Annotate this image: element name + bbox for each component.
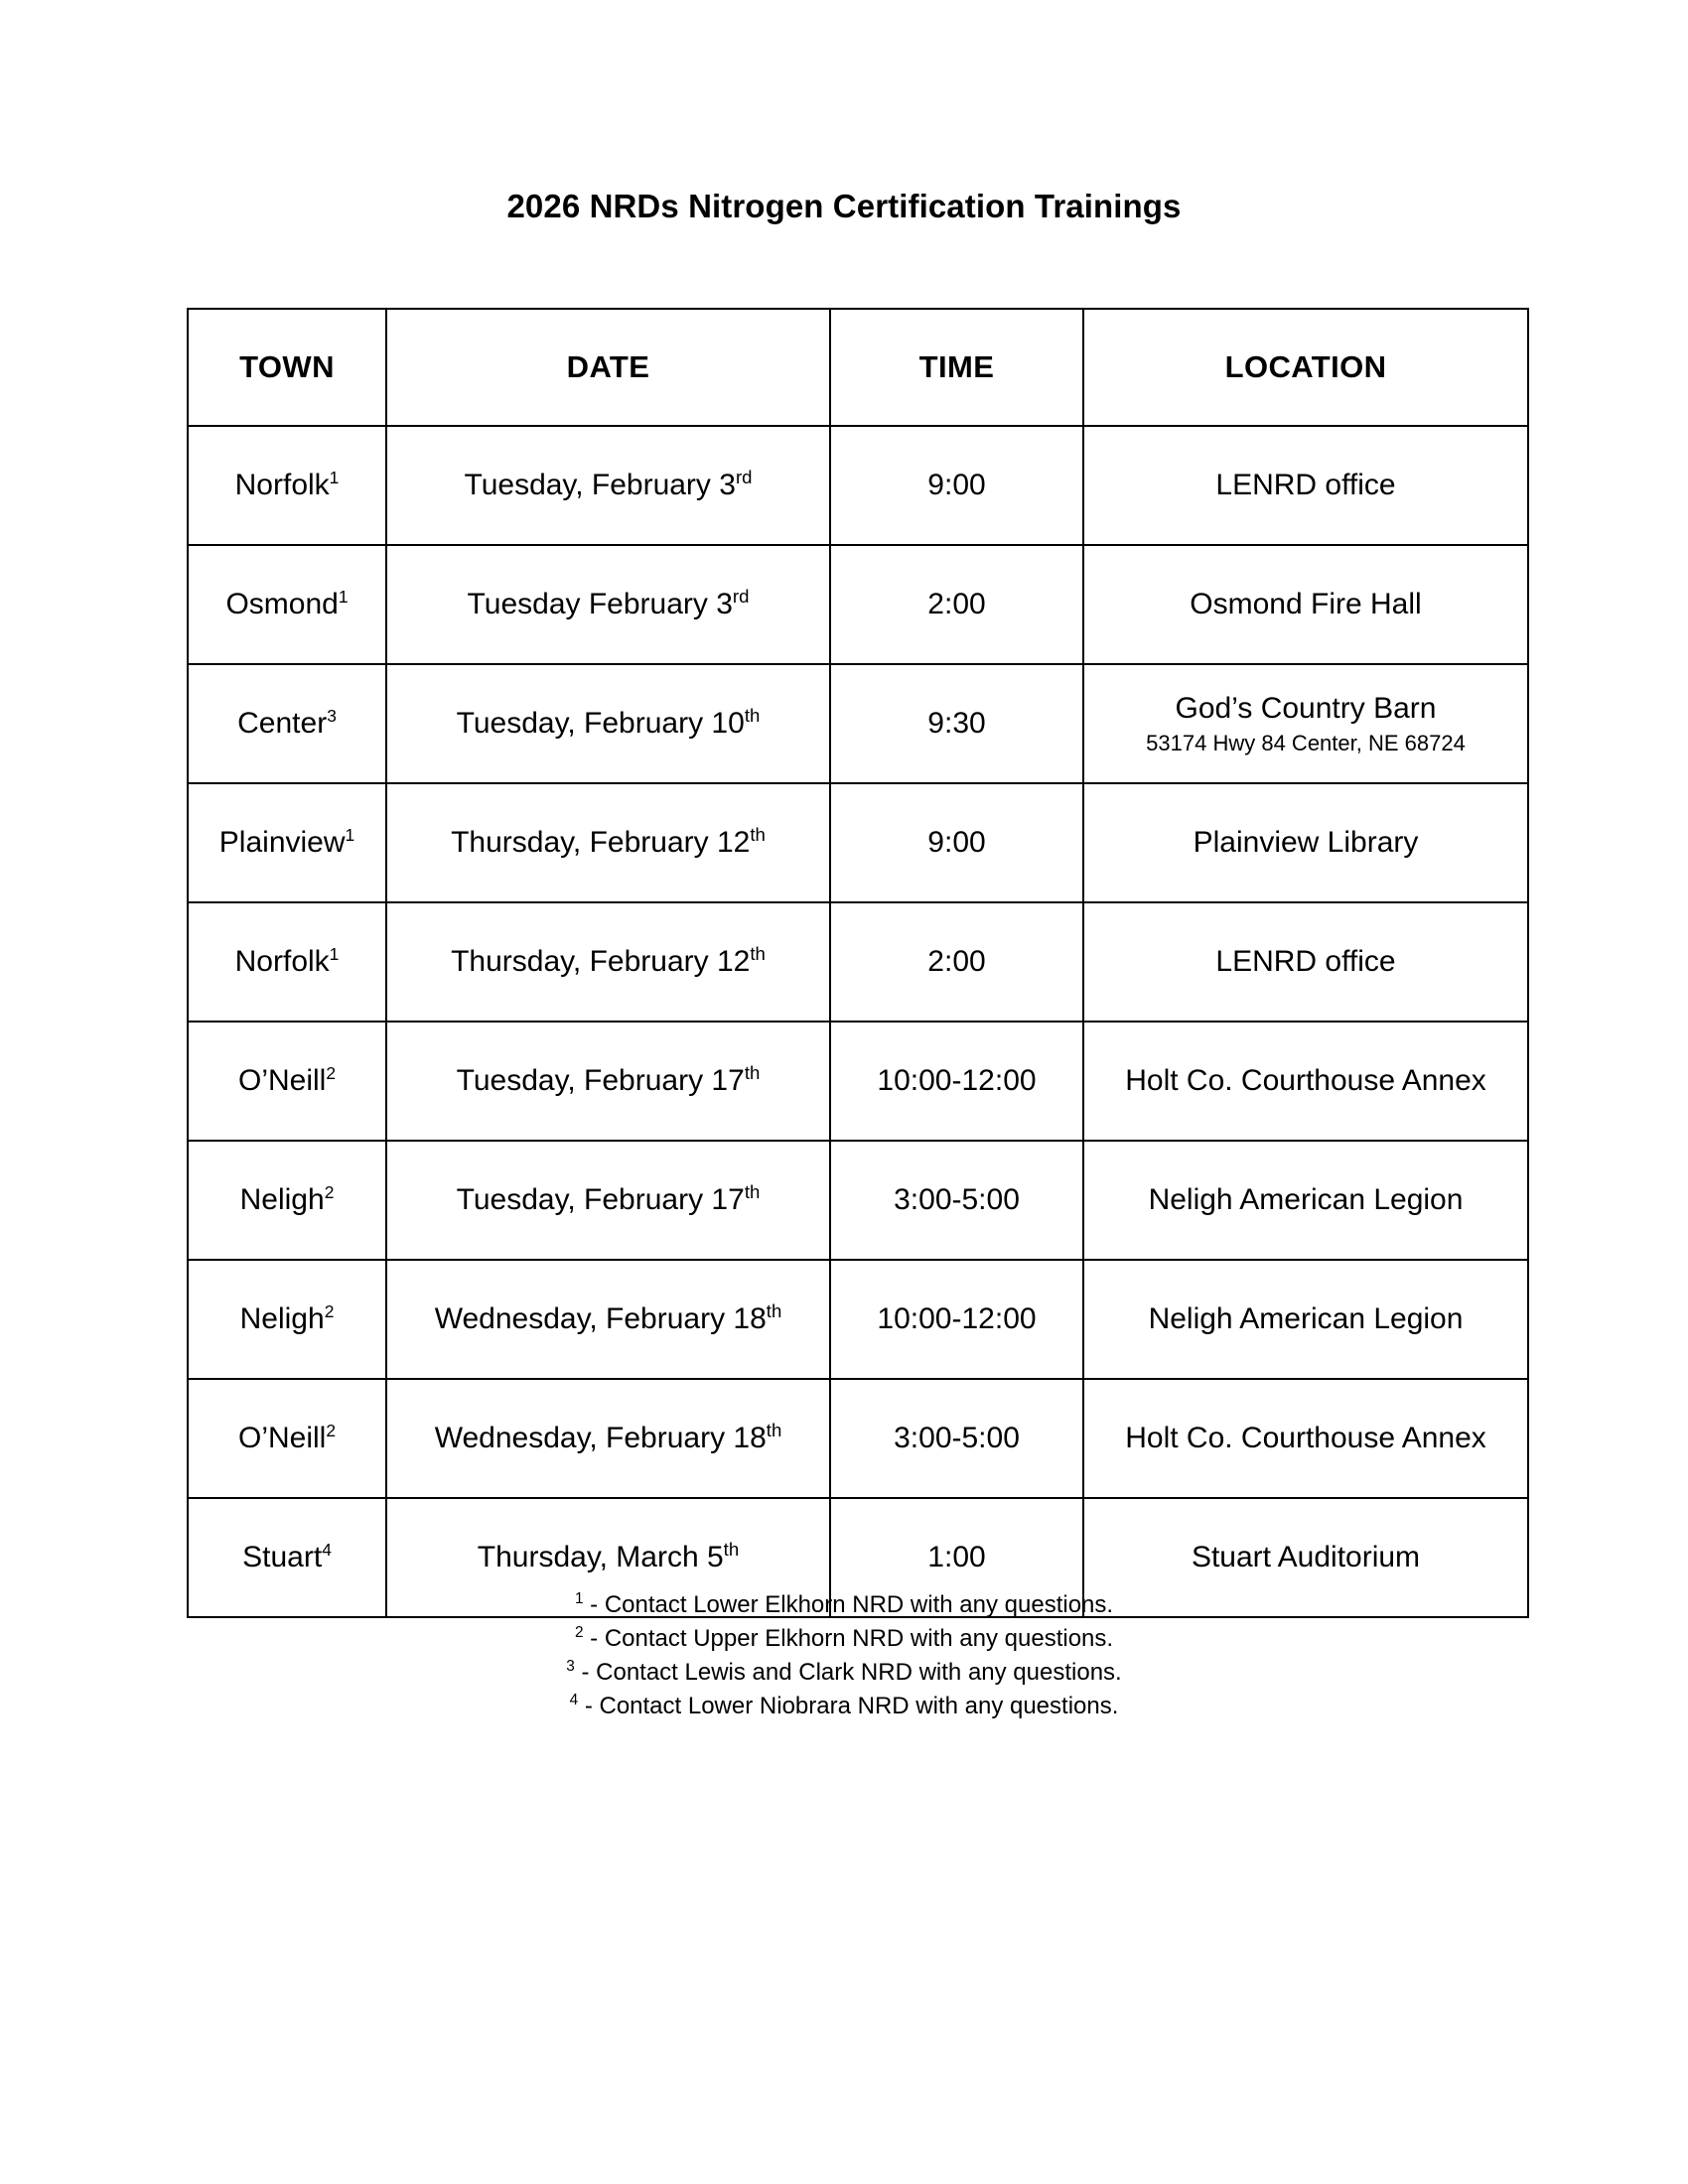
date-ordinal-suffix: th xyxy=(750,942,766,964)
cell-date xyxy=(386,783,830,902)
location-name: Plainview Library xyxy=(1193,825,1419,859)
column-header-date: DATE xyxy=(386,309,830,426)
cell-town xyxy=(188,902,386,1022)
date-text: Tuesday, February 10 xyxy=(456,706,745,740)
footnote-text: - Contact Upper Elkhorn NRD with any questions. xyxy=(583,1625,1114,1653)
date-ordinal-suffix: th xyxy=(744,1180,761,1202)
town-name: Neligh xyxy=(239,1182,325,1216)
date-text: Tuesday, February 3 xyxy=(464,468,736,501)
town-name: Norfolk xyxy=(234,468,330,501)
cell-town xyxy=(188,426,386,545)
cell-date xyxy=(386,1260,830,1379)
location-name: God’s Country Barn xyxy=(1175,691,1437,725)
cell-date xyxy=(386,545,830,664)
location-name: Osmond Fire Hall xyxy=(1190,587,1422,620)
table-header xyxy=(188,309,1528,426)
cell-location xyxy=(1083,902,1528,1022)
footnote-marker: 3 xyxy=(566,1658,575,1676)
cell-time: 3:00-5:00 xyxy=(830,1141,1083,1260)
date-text: Wednesday, February 18 xyxy=(434,1421,767,1454)
date-text: Tuesday, February 17 xyxy=(456,1063,745,1097)
cell-time: 10:00-12:00 xyxy=(830,1260,1083,1379)
town-footnote-marker: 1 xyxy=(329,467,340,487)
cell-location xyxy=(1083,1260,1528,1379)
table-row xyxy=(188,664,1528,783)
table-row xyxy=(188,426,1528,545)
table-row xyxy=(188,1022,1528,1141)
cell-town xyxy=(188,1141,386,1260)
town-footnote-marker: 4 xyxy=(322,1539,332,1560)
cell-time: 10:00-12:00 xyxy=(830,1022,1083,1141)
town-footnote-marker: 2 xyxy=(324,1181,335,1202)
town-name: Stuart xyxy=(242,1540,323,1573)
location-name: LENRD office xyxy=(1215,944,1396,978)
footnote-item xyxy=(0,1622,1688,1656)
footnote-text: - Contact Lewis and Clark NRD with any questions. xyxy=(574,1659,1122,1687)
footnote-item xyxy=(0,1656,1688,1690)
location-name: Neligh American Legion xyxy=(1148,1301,1464,1335)
town-footnote-marker: 2 xyxy=(324,1300,335,1321)
column-header-location: LOCATION xyxy=(1083,309,1528,426)
date-ordinal-suffix: th xyxy=(766,1419,782,1440)
cell-time: 3:00-5:00 xyxy=(830,1379,1083,1498)
table-row xyxy=(188,1141,1528,1260)
town-name: O’Neill xyxy=(237,1063,327,1097)
cell-location xyxy=(1083,1379,1528,1498)
cell-town xyxy=(188,664,386,783)
footnote-marker: 4 xyxy=(569,1692,579,1709)
town-name: Center xyxy=(237,706,328,740)
location-name: Holt Co. Courthouse Annex xyxy=(1125,1063,1486,1097)
page-title: 2026 NRDs Nitrogen Certification Trainings xyxy=(506,188,1182,224)
date-text: Wednesday, February 18 xyxy=(434,1301,767,1335)
date-ordinal-suffix: rd xyxy=(735,466,753,487)
cell-town xyxy=(188,545,386,664)
date-ordinal-suffix: th xyxy=(744,704,761,726)
town-footnote-marker: 3 xyxy=(327,705,337,726)
column-header-time: TIME xyxy=(830,309,1083,426)
town-name: Plainview xyxy=(218,825,346,859)
cell-town xyxy=(188,783,386,902)
date-text: Tuesday, February 17 xyxy=(456,1182,745,1216)
footnote-item xyxy=(0,1690,1688,1723)
footnote-marker: 1 xyxy=(574,1590,584,1607)
cell-date xyxy=(386,426,830,545)
table-header-row xyxy=(188,309,1528,426)
cell-location xyxy=(1083,664,1528,783)
location-name: Stuart Auditorium xyxy=(1191,1540,1421,1573)
footnote-item xyxy=(0,1588,1688,1622)
cell-location xyxy=(1083,783,1528,902)
footnotes xyxy=(0,1588,1688,1723)
cell-date xyxy=(386,664,830,783)
cell-time: 2:00 xyxy=(830,902,1083,1022)
cell-time: 9:30 xyxy=(830,664,1083,783)
cell-location xyxy=(1083,1141,1528,1260)
location-name: Neligh American Legion xyxy=(1148,1182,1464,1216)
table-row xyxy=(188,902,1528,1022)
cell-date xyxy=(386,1022,830,1141)
table-row xyxy=(188,1379,1528,1498)
cell-location xyxy=(1083,1022,1528,1141)
date-ordinal-suffix: th xyxy=(744,1061,761,1083)
town-name: Neligh xyxy=(239,1301,325,1335)
date-text: Tuesday February 3 xyxy=(467,587,733,620)
cell-town xyxy=(188,1022,386,1141)
cell-date xyxy=(386,1141,830,1260)
town-footnote-marker: 1 xyxy=(329,943,340,964)
table-row xyxy=(188,545,1528,664)
town-footnote-marker: 2 xyxy=(326,1062,337,1083)
town-footnote-marker: 1 xyxy=(338,586,349,607)
cell-town xyxy=(188,1260,386,1379)
footnote-marker: 2 xyxy=(574,1624,584,1642)
town-name: O’Neill xyxy=(237,1421,327,1454)
location-name: Holt Co. Courthouse Annex xyxy=(1125,1421,1486,1454)
cell-time: 9:00 xyxy=(830,426,1083,545)
town-footnote-marker: 2 xyxy=(326,1420,337,1440)
footnote-text: - Contact Lower Elkhorn NRD with any questions. xyxy=(583,1591,1114,1618)
training-schedule-table xyxy=(187,308,1529,1618)
location-name: LENRD office xyxy=(1215,468,1396,501)
date-ordinal-suffix: th xyxy=(750,823,766,845)
table-row xyxy=(188,783,1528,902)
schedule-table-container xyxy=(187,308,1527,1618)
town-name: Norfolk xyxy=(234,944,330,978)
cell-time: 2:00 xyxy=(830,545,1083,664)
location-address: 53174 Hwy 84 Center, NE 68724 xyxy=(1146,730,1466,755)
date-ordinal-suffix: rd xyxy=(732,585,750,607)
cell-location xyxy=(1083,426,1528,545)
table-body xyxy=(188,426,1528,1617)
cell-location xyxy=(1083,545,1528,664)
town-name: Osmond xyxy=(225,587,339,620)
cell-date xyxy=(386,1379,830,1498)
town-footnote-marker: 1 xyxy=(345,824,355,845)
cell-time: 1:00 xyxy=(830,1498,1083,1617)
date-text: Thursday, February 12 xyxy=(451,825,751,859)
date-text: Thursday, March 5 xyxy=(477,1540,724,1573)
date-ordinal-suffix: th xyxy=(723,1538,740,1560)
date-ordinal-suffix: th xyxy=(766,1299,782,1321)
table-row xyxy=(188,1260,1528,1379)
cell-time: 9:00 xyxy=(830,783,1083,902)
footnote-text: - Contact Lower Niobrara NRD with any questions. xyxy=(578,1693,1119,1720)
cell-date xyxy=(386,902,830,1022)
cell-town xyxy=(188,1379,386,1498)
column-header-town: TOWN xyxy=(188,309,386,426)
date-text: Thursday, February 12 xyxy=(451,944,751,978)
